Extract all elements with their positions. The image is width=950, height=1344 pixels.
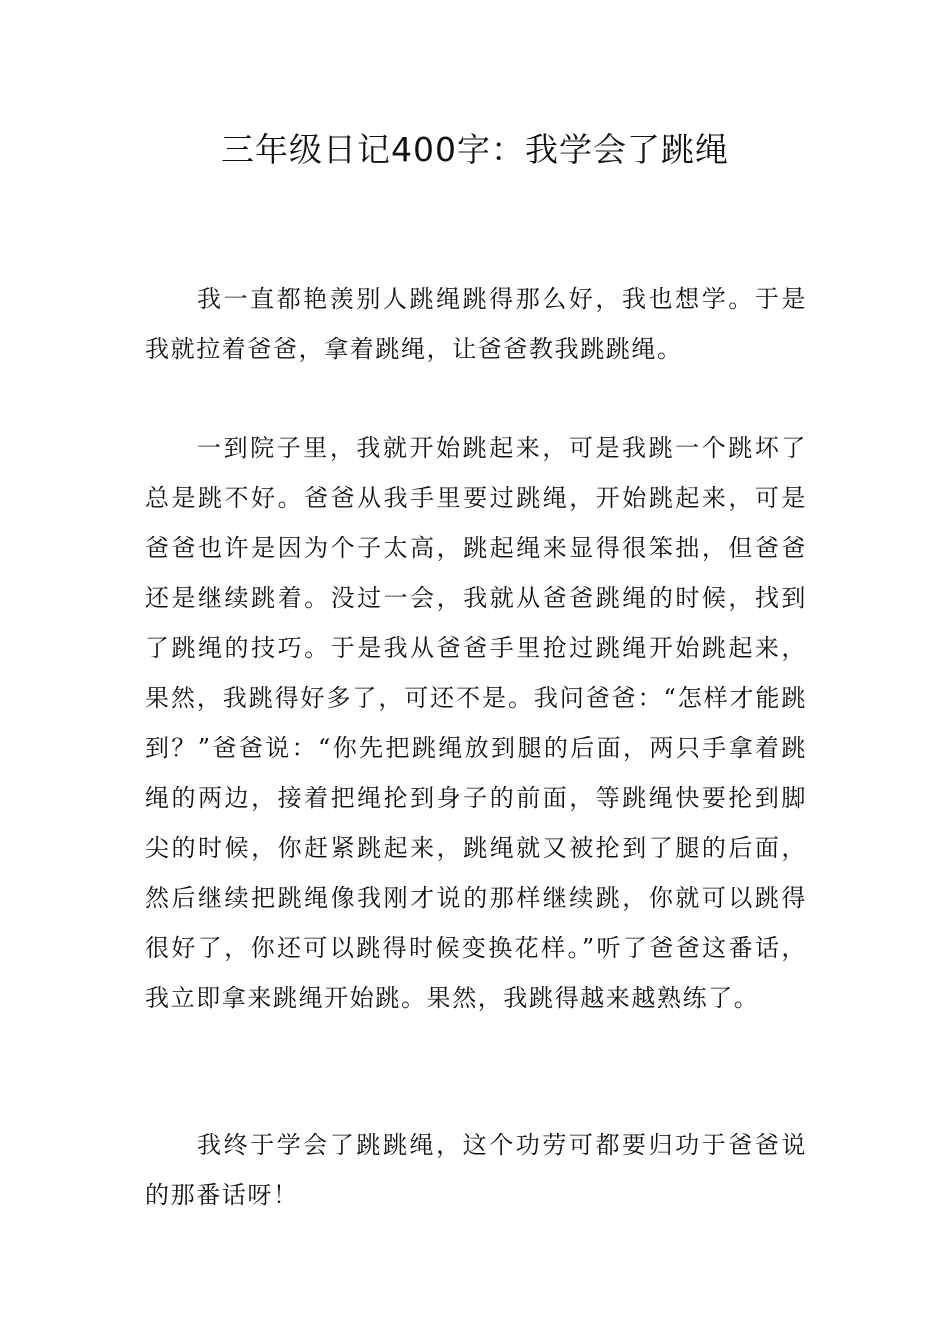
document-title: 三年级日记400字：我学会了跳绳 xyxy=(221,130,729,169)
paragraph-2: 一到院子里，我就开始跳起来，可是我跳一个跳坏了总是跳不好。爸爸从我手里要过跳绳，开始跳起来，可是爸爸也许是因为个子太高，跳起绳来显得很笨拙，但爸爸还是继续跳着。没过一会，我就从爸爸跳绳的时候，找到了跳绳的技巧。于是我从爸爸手里抢过跳绳开始跳起来，果然，我跳得好多了，可还不是。我问爸爸：“怎样才能跳到？”爸爸说：“你先把跳绳放到腿的后面，两只手拿着跳绳的两边，接着把绳抡到身子的前面，等跳绳快要抡到脚尖的时候，你赶紧跳起来，跳绳就又被抡到了腿的后面，然后继续把跳绳像我刚才说的那样继续跳，你就可以跳得很好了，你还可以跳得时候变换花样。”听了爸爸这番话，我立即拿来跳绳开始跳。果然，我跳得越来越熟练了。 xyxy=(145,434,807,1012)
paragraph-1: 我一直都艳羡别人跳绳跳得那么好，我也想学。于是我就拉着爸爸，拿着跳绳，让爸爸教我跳跳绳。 xyxy=(145,285,807,363)
paragraph-3: 我终于学会了跳跳绳，这个功劳可都要归功于爸爸说的那番话呀！ xyxy=(145,1131,807,1209)
